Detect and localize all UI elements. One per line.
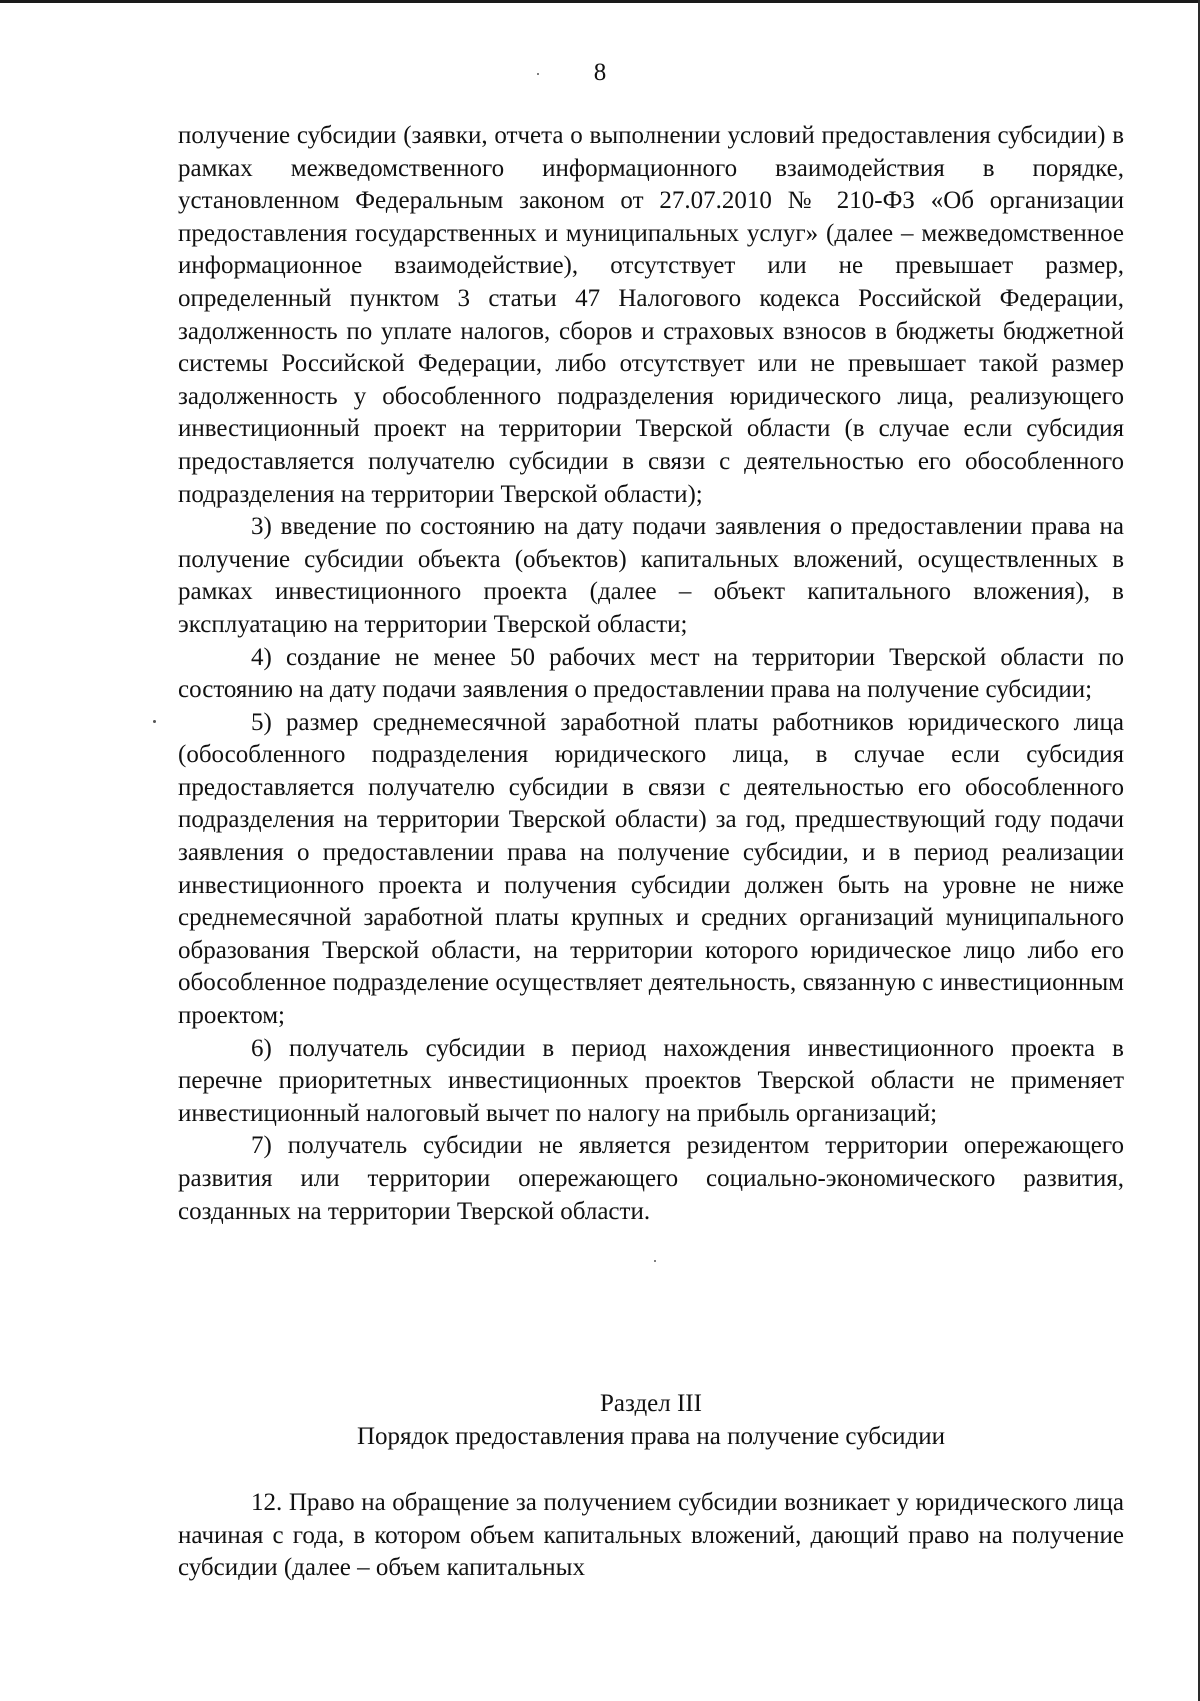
scan-speck <box>537 73 539 75</box>
scan-speck <box>153 720 156 723</box>
scan-border-top <box>0 0 1200 3</box>
section-title: Порядок предоставления права на получение субсидии <box>356 1423 946 1450</box>
paragraph-item-4: 4) создание не менее 50 рабочих мест на территории Тверской области по состоянию на дату подачи заявления о предоставлении права на получение субсидии; <box>178 643 1124 704</box>
paragraph-item-6: 6) получатель субсидии в период нахождения инвестиционного проекта в перечне приоритетных инвестиционных проектов Тверской области не применяет инвестиционный налоговый вычет по налогу на прибыль организаций; <box>178 1034 1124 1127</box>
section-body <box>178 1487 1124 1585</box>
scan-speck <box>654 1260 656 1262</box>
paragraph-continuation: получение субсидии (заявки, отчета о выполнении условий предоставления субсидии) в рамках межведомственного информационного взаимодействия в порядке, установленном Федеральным законом от 27.07.2010 № 210-ФЗ «Об организации предоставления государственных и муниципальных услуг» (далее – межведомственное информационное взаимодействие), отсутствует или не превышает размер, определенный пунктом 3 статьи 47 Налогового кодекса Российской Федерации, задолженность по уплате налогов, сборов и страховых взносов в бюджеты бюджетной системы Российской Федерации, либо отсутствует или не превышает такой размер задолженность у обособленного подразделения юридического лица, реализующего инвестиционный проект на территории Тверской области (в случае если субсидия предоставляется получателю субсидии в связи с деятельностью его обособленного подразделения на территории Тверской области); <box>178 122 1124 508</box>
paragraph-item-5: 5) размер среднемесячной заработной платы работников юридического лица (обособленного подразделения юридического лица, в случае если субсидия предоставляется получателю субсидии в связи с деятельностью его обособленного подразделения на территории Тверской области) за год, предшествующий году подачи заявления о предоставлении права на получение субсидии, и в период реализации инвестиционного проекта и получения субсидии должен быть на уровне не ниже среднемесячной заработной платы крупных и средних организаций муниципального образования Тверской области, на территории которого юридическое лицо либо его обособленное подразделение осуществляет деятельность, связанную с инвестиционным проектом; <box>178 708 1124 1030</box>
section-label: Раздел III <box>600 1390 702 1417</box>
page-number: 8 <box>593 59 607 86</box>
paragraph-item-7: 7) получатель субсидии не является резидентом территории опережающего развития или территории опережающего социально-экономического развития, созданных на территории Тверской области. <box>178 1132 1124 1225</box>
paragraph-item-12: 12. Право на обращение за получением субсидии возникает у юридического лица начиная с года, в котором объем капитальных вложений, дающий право на получение субсидии (далее – объем капитальных <box>178 1489 1124 1582</box>
document-body <box>178 120 1124 1228</box>
paragraph-item-3: 3) введение по состоянию на дату подачи заявления о предоставлении права на получение субсидии объекта (объектов) капитальных вложений, осуществленных в рамках инвестиционного проекта (далее – объект капитального вложения), в эксплуатацию на территории Тверской области; <box>178 513 1124 638</box>
